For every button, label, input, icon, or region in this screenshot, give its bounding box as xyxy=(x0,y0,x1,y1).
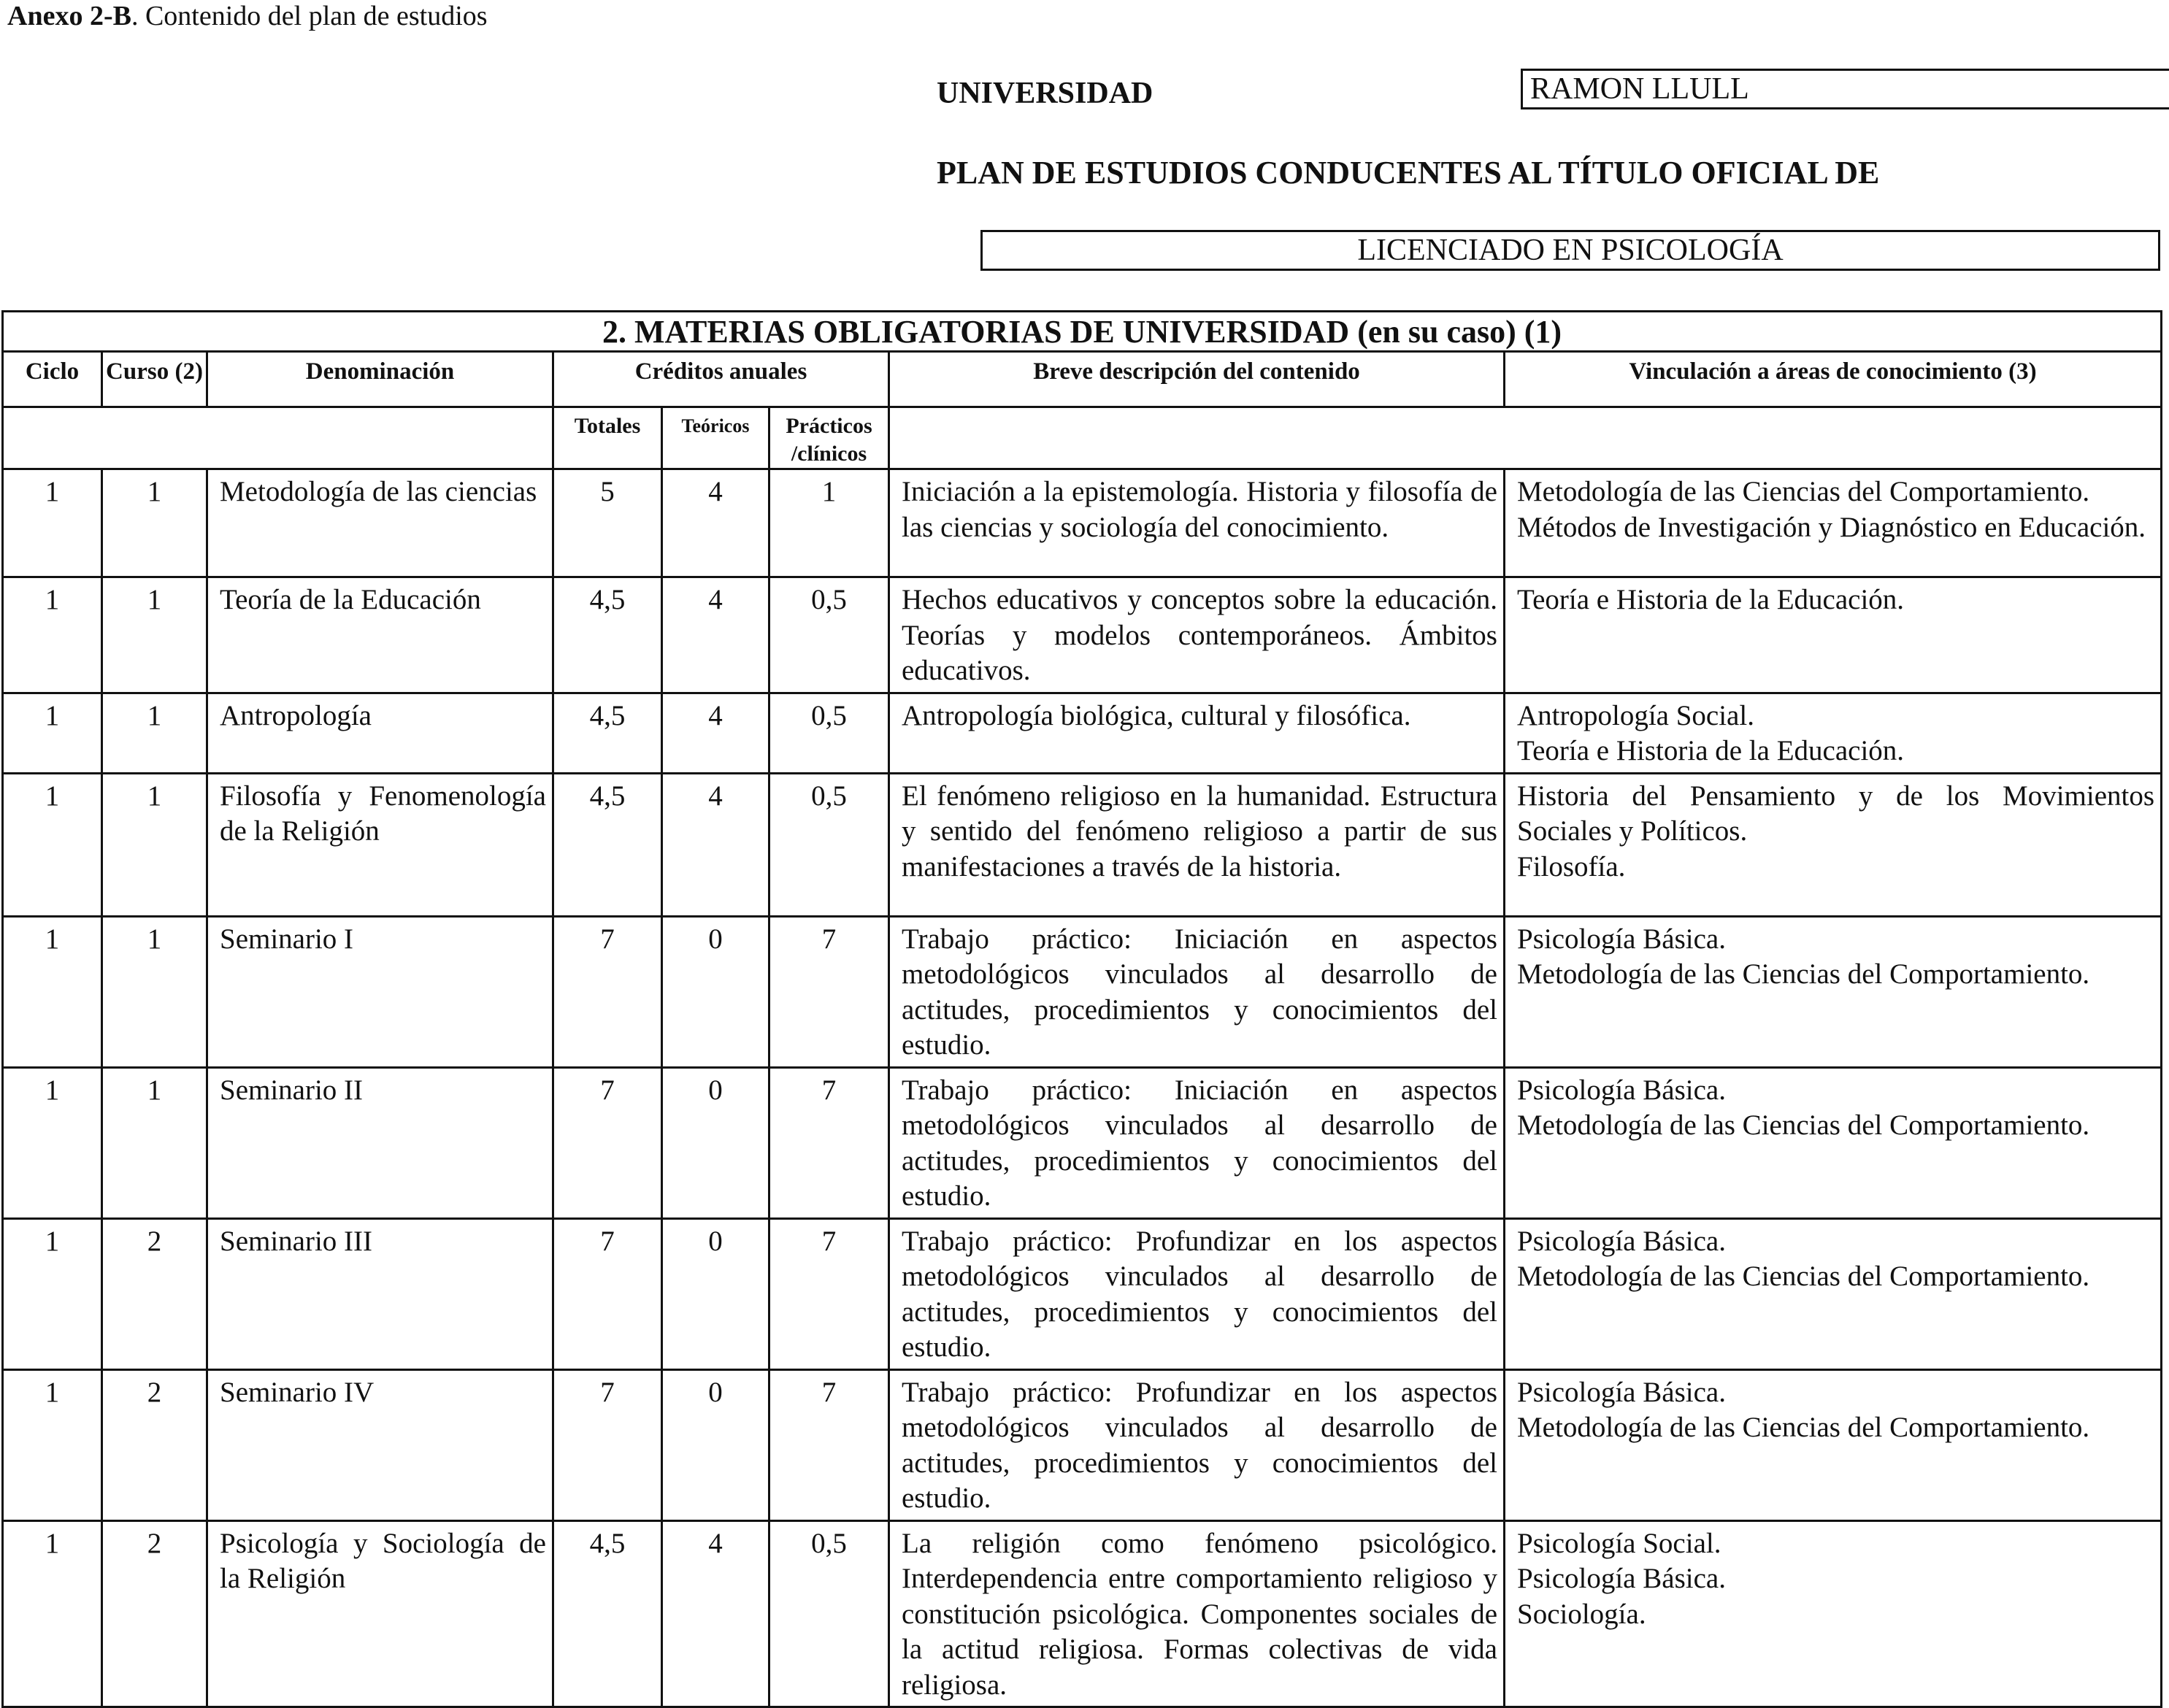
column-header-row xyxy=(3,352,2162,407)
cell-teoricos: 4 xyxy=(662,469,769,577)
table-row xyxy=(3,1369,2162,1520)
annex-caption xyxy=(7,1,488,31)
col-header-teoricos: Teóricos xyxy=(662,407,769,469)
vinculacion-area: Metodología de las Ciencias del Comportamiento. xyxy=(1517,958,2090,990)
col-header-totales: Totales xyxy=(553,407,662,469)
cell-curso: 1 xyxy=(102,469,207,577)
cell-denominacion: Antropología xyxy=(207,693,553,773)
annex-label: Anexo 2-B xyxy=(7,1,131,31)
cell-denominacion: Seminario IV xyxy=(207,1369,553,1520)
cell-totales: 7 xyxy=(553,916,662,1067)
cell-totales: 4,5 xyxy=(553,693,662,773)
table-row xyxy=(3,1067,2162,1218)
cell-curso: 1 xyxy=(102,916,207,1067)
vinculacion-area: Metodología de las Ciencias del Comportamiento. xyxy=(1517,1412,2090,1443)
col-header-practicos: Prácticos /clínicos xyxy=(769,407,889,469)
table-row xyxy=(3,469,2162,577)
cell-vinculacion xyxy=(1505,1218,2162,1369)
degree-title-field: LICENCIADO EN PSICOLOGÍA xyxy=(980,230,2160,271)
cell-teoricos: 4 xyxy=(662,693,769,773)
cell-denominacion: Teoría de la Educación xyxy=(207,577,553,693)
cell-denominacion: Seminario III xyxy=(207,1218,553,1369)
cell-descripcion: Trabajo práctico: Iniciación en aspectos metodológicos vinculados al desarrollo de actitudes, procedimientos y conocimientos del estudio. xyxy=(889,1067,1505,1218)
cell-ciclo: 1 xyxy=(3,1067,102,1218)
table-row xyxy=(3,916,2162,1067)
university-label: UNIVERSIDAD xyxy=(937,77,1153,110)
cell-vinculacion xyxy=(1505,1067,2162,1218)
cell-denominacion: Psicología y Sociología de la Religión xyxy=(207,1520,553,1707)
col-header-descripcion: Breve descripción del contenido xyxy=(889,352,1505,407)
subheader-spacer-right xyxy=(889,407,2162,469)
cell-totales: 4,5 xyxy=(553,577,662,693)
subheader-row xyxy=(3,407,2162,469)
cell-ciclo: 1 xyxy=(3,1369,102,1520)
vinculacion-area: Psicología Básica. xyxy=(1517,1376,1726,1408)
section-title-row xyxy=(3,312,2162,352)
cell-ciclo: 1 xyxy=(3,773,102,916)
subjects-table xyxy=(1,310,2162,1708)
cell-curso: 1 xyxy=(102,773,207,916)
cell-ciclo: 1 xyxy=(3,693,102,773)
col-header-denominacion: Denominación xyxy=(207,352,553,407)
table-body xyxy=(3,312,2162,1707)
vinculacion-area: Psicología Básica. xyxy=(1517,1563,1726,1594)
table-row xyxy=(3,1218,2162,1369)
cell-denominacion: Filosofía y Fenomenología de la Religión xyxy=(207,773,553,916)
cell-teoricos: 4 xyxy=(662,1520,769,1707)
table-row xyxy=(3,773,2162,916)
cell-vinculacion xyxy=(1505,916,2162,1067)
vinculacion-area: Metodología de las Ciencias del Comportamiento. xyxy=(1517,1261,2090,1292)
cell-ciclo: 1 xyxy=(3,1218,102,1369)
cell-teoricos: 0 xyxy=(662,1218,769,1369)
cell-descripcion: Trabajo práctico: Profundizar en los aspectos metodológicos vinculados al desarrollo de actitudes, procedimientos y conocimientos del estudio. xyxy=(889,1369,1505,1520)
table-row xyxy=(3,577,2162,693)
cell-curso: 1 xyxy=(102,1067,207,1218)
vinculacion-area: Metodología de las Ciencias del Comportamiento. xyxy=(1517,1109,2090,1141)
vinculacion-area: Psicología Básica. xyxy=(1517,1074,1726,1106)
vinculacion-area: Métodos de Investigación y Diagnóstico en Educación. xyxy=(1517,511,2146,543)
cell-denominacion: Seminario II xyxy=(207,1067,553,1218)
col-header-curso: Curso (2) xyxy=(102,352,207,407)
cell-totales: 7 xyxy=(553,1369,662,1520)
cell-descripcion: Trabajo práctico: Iniciación en aspectos metodológicos vinculados al desarrollo de actitudes, procedimientos y conocimientos del estudio. xyxy=(889,916,1505,1067)
vinculacion-area: Psicología Social. xyxy=(1517,1527,1721,1559)
vinculacion-area: Teoría e Historia de la Educación. xyxy=(1517,735,1905,766)
table-row xyxy=(3,693,2162,773)
cell-vinculacion xyxy=(1505,773,2162,916)
cell-totales: 7 xyxy=(553,1067,662,1218)
cell-teoricos: 0 xyxy=(662,1067,769,1218)
cell-practicos: 1 xyxy=(769,469,889,577)
cell-practicos: 7 xyxy=(769,916,889,1067)
cell-curso: 1 xyxy=(102,577,207,693)
cell-curso: 2 xyxy=(102,1218,207,1369)
cell-totales: 7 xyxy=(553,1218,662,1369)
subjects-table-container xyxy=(1,310,2160,1708)
vinculacion-area: Historia del Pensamiento y de los Movimientos Sociales y Políticos. xyxy=(1517,780,2155,847)
cell-teoricos: 0 xyxy=(662,1369,769,1520)
col-header-creditos: Créditos anuales xyxy=(553,352,889,407)
cell-practicos: 7 xyxy=(769,1067,889,1218)
cell-descripcion: El fenómeno religioso en la humanidad. Estructura y sentido del fenómeno religioso a partir de sus manifestaciones a través de la historia. xyxy=(889,773,1505,916)
cell-practicos: 7 xyxy=(769,1369,889,1520)
cell-vinculacion xyxy=(1505,577,2162,693)
university-field: RAMON LLULL xyxy=(1521,69,2169,109)
cell-practicos: 7 xyxy=(769,1218,889,1369)
cell-totales: 4,5 xyxy=(553,1520,662,1707)
table-row xyxy=(3,1520,2162,1707)
cell-vinculacion xyxy=(1505,1520,2162,1707)
cell-practicos: 0,5 xyxy=(769,1520,889,1707)
cell-denominacion: Seminario I xyxy=(207,916,553,1067)
vinculacion-area: Psicología Básica. xyxy=(1517,923,1726,955)
cell-vinculacion xyxy=(1505,1369,2162,1520)
cell-teoricos: 0 xyxy=(662,916,769,1067)
cell-ciclo: 1 xyxy=(3,577,102,693)
cell-vinculacion xyxy=(1505,469,2162,577)
cell-practicos: 0,5 xyxy=(769,693,889,773)
cell-descripcion: Antropología biológica, cultural y filosófica. xyxy=(889,693,1505,773)
plan-title: PLAN DE ESTUDIOS CONDUCENTES AL TÍTULO OFICIAL DE xyxy=(937,155,1880,191)
vinculacion-area: Filosofía. xyxy=(1517,850,1626,882)
cell-practicos: 0,5 xyxy=(769,577,889,693)
cell-descripcion: Trabajo práctico: Profundizar en los aspectos metodológicos vinculados al desarrollo de actitudes, procedimientos y conocimientos del estudio. xyxy=(889,1218,1505,1369)
section-title: 2. MATERIAS OBLIGATORIAS DE UNIVERSIDAD (en su caso) (1) xyxy=(3,312,2162,352)
cell-descripcion: Hechos educativos y conceptos sobre la educación. Teorías y modelos contemporáneos. Ámbitos educativos. xyxy=(889,577,1505,693)
cell-totales: 5 xyxy=(553,469,662,577)
cell-teoricos: 4 xyxy=(662,577,769,693)
cell-teoricos: 4 xyxy=(662,773,769,916)
annex-text: . Contenido del plan de estudios xyxy=(131,1,488,31)
cell-curso: 1 xyxy=(102,693,207,773)
cell-descripcion: La religión como fenómeno psicológico. Interdependencia entre comportamiento religioso y constitución psicológica. Componentes sociales de la actitud religiosa. Formas colectivas de vida religiosa. xyxy=(889,1520,1505,1707)
cell-ciclo: 1 xyxy=(3,916,102,1067)
cell-totales: 4,5 xyxy=(553,773,662,916)
cell-practicos: 0,5 xyxy=(769,773,889,916)
subheader-spacer xyxy=(3,407,553,469)
cell-denominacion: Metodología de las ciencias xyxy=(207,469,553,577)
cell-ciclo: 1 xyxy=(3,469,102,577)
cell-vinculacion xyxy=(1505,693,2162,773)
cell-curso: 2 xyxy=(102,1520,207,1707)
col-header-vinculacion: Vinculación a áreas de conocimiento (3) xyxy=(1505,352,2162,407)
cell-ciclo: 1 xyxy=(3,1520,102,1707)
cell-curso: 2 xyxy=(102,1369,207,1520)
vinculacion-area: Metodología de las Ciencias del Comportamiento. xyxy=(1517,476,2090,507)
cell-descripcion: Iniciación a la epistemología. Historia y filosofía de las ciencias y sociología del conocimiento. xyxy=(889,469,1505,577)
vinculacion-area: Sociología. xyxy=(1517,1598,1646,1630)
col-header-ciclo: Ciclo xyxy=(3,352,102,407)
vinculacion-area: Teoría e Historia de la Educación. xyxy=(1517,584,1905,615)
vinculacion-area: Antropología Social. xyxy=(1517,699,1754,731)
vinculacion-area: Psicología Básica. xyxy=(1517,1225,1726,1257)
